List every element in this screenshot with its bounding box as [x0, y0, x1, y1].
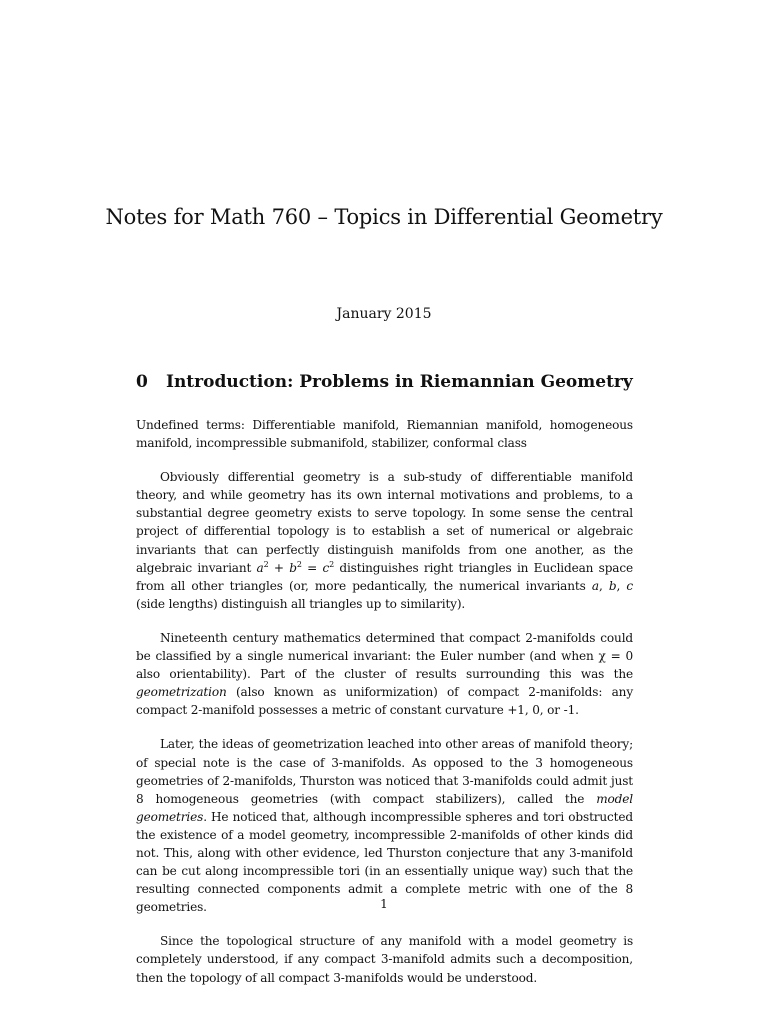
invariant-comma-2: ,	[616, 578, 621, 593]
paragraph-undefined-terms: Undefined terms: Differentiable manifold, Riemannian manifold, homogeneous manifold, incompressible submanifold, stabilizer, conformal class	[136, 418, 633, 451]
paragraph-text: (also known as uniformization) of compact 2-manifolds: any compact 2-manifold possesses a metric of constant curvature +1, 0, or -1.	[136, 685, 633, 718]
paragraph-text: Obviously differential geometry is a sub-study of differentiable manifold theory, and while geometry has its own internal motivations and problems, to a substantial degree geometry exists to serve topology. In some sense the central project of differential topology is to establish a set of numerical or algebraic invariants that can perfectly distinguish manifolds from one another, as the algebraic invariant	[136, 470, 633, 575]
equation-var-b: b	[289, 560, 297, 575]
paragraph-text: Later, the ideas of geometrization leached into other areas of manifold theory; of special note is the case of 3-manifolds. As opposed to the 3 homogeneous geometries of 2-manifolds, Thurston was noticed that 3-manifolds could admit just 8 homogeneous geometries (with compact stabilizers), called the	[136, 737, 633, 806]
document-date: January 2015	[336, 306, 432, 322]
equation-plus: +	[273, 560, 284, 575]
paragraph-text: . He noticed that, although incompressible spheres and tori obstructed the existence of a model geometry, incompressible 2-manifolds of other kinds did not. This, along with other evidence, led Thurston conjecture that any 3-manifold can be cut along incompressible tori (in an essentially unique way) such that the resulting connected components admit a complete metric with one of the 8 geometries.	[136, 809, 633, 915]
invariant-b: b	[608, 578, 617, 593]
document-body	[136, 416, 633, 1003]
equation-var-c: c	[322, 560, 330, 575]
invariant-comma-1: ,	[598, 578, 603, 593]
equation-var-a: a	[256, 560, 264, 575]
equation-tail: (side lengths) distinguish all triangles up to similarity).	[136, 596, 466, 611]
section-title: Introduction: Problems in Riemannian Geometry	[166, 372, 633, 392]
paragraph-thurston	[136, 735, 633, 916]
paragraph-differential-geometry	[136, 468, 633, 613]
paragraph-text: Nineteenth century mathematics determined that compact 2-manifolds could be classified by a single numerical invariant: the Euler number (and when χ = 0 also orientability). Part of the cluster of results surrounding this was the	[136, 630, 633, 682]
equation-exp-c: 2	[329, 559, 335, 569]
invariant-c: c	[626, 578, 633, 593]
equation-equals: =	[307, 560, 318, 575]
equation-exp-a: 2	[263, 559, 269, 569]
emphasis-geometrization: geometrization	[136, 685, 227, 700]
document-title: Notes for Math 760 – Topics in Differential Geometry	[105, 205, 663, 229]
paragraph-nineteenth-century	[136, 629, 633, 719]
invariant-a: a	[591, 578, 599, 593]
equation-after: distinguishes right triangles in Euclidean space from all other triangles (or, more pedantically, the numerical invariants	[136, 560, 633, 593]
emphasis-model-geometries: model geometries	[136, 791, 633, 824]
paragraph-topological-structure: Since the topological structure of any manifold with a model geometry is completely understood, if any compact 3-manifold admits such a decomposition, then the topology of all compact 3-manifolds would be understood.	[136, 934, 633, 985]
section-number: 0	[136, 372, 148, 392]
equation-exp-b: 2	[296, 559, 302, 569]
page-number: 1	[380, 897, 388, 911]
section-heading	[136, 372, 636, 392]
